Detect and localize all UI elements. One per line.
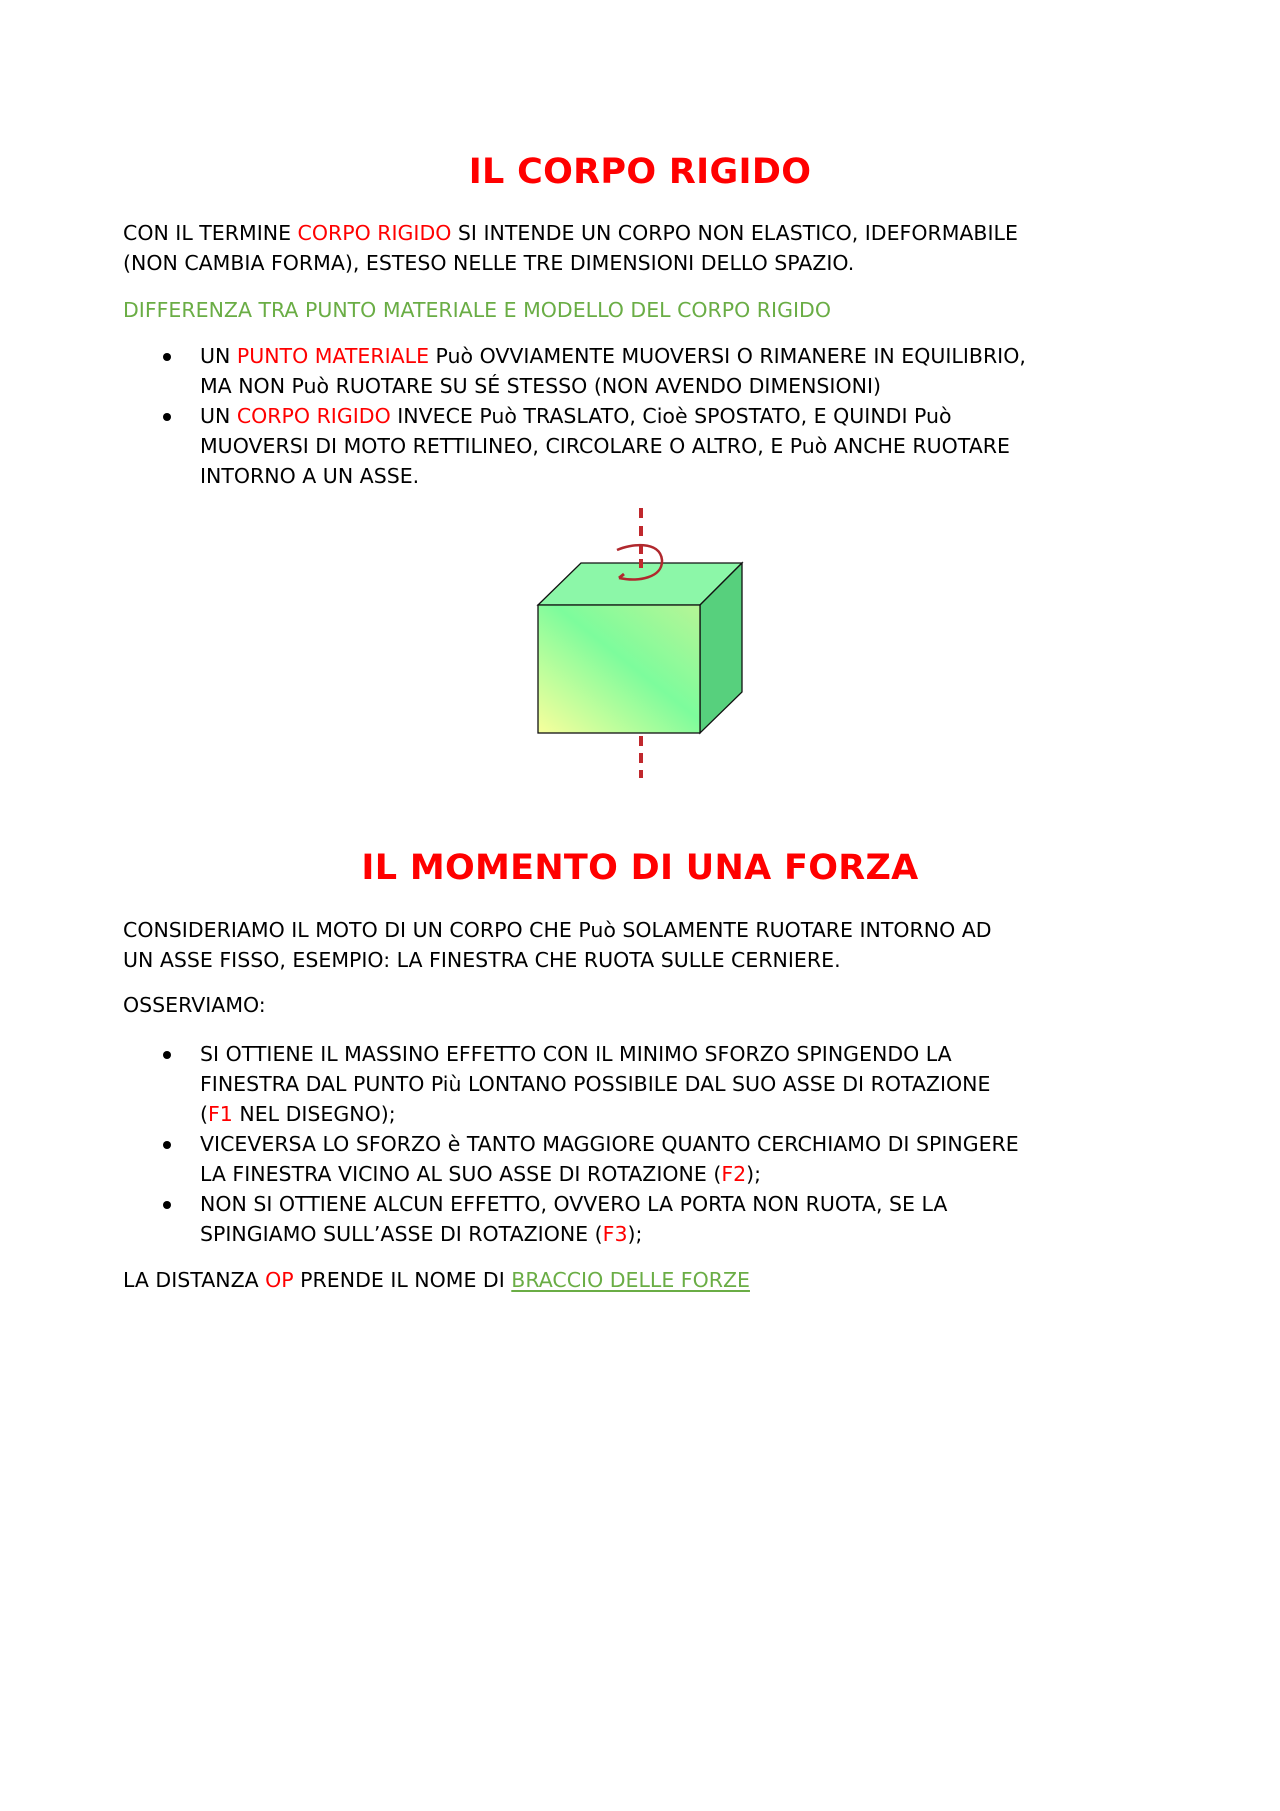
- list-text: UN: [200, 404, 237, 428]
- bullet-icon: [163, 1201, 171, 1209]
- bullet-icon: [163, 413, 171, 421]
- list-text: INTORNO A UN ASSE.: [200, 464, 420, 488]
- list-text: LA FINESTRA VICINO AL SUO ASSE DI ROTAZIONE (: [200, 1162, 722, 1186]
- list-text: VICEVERSA LO SFORZO è TANTO MAGGIORE QUANTO CERCHIAMO DI SPINGERE: [200, 1132, 1019, 1156]
- observe-label: OSSERVIAMO:: [123, 993, 266, 1017]
- section-title-momento-forza: IL MOMENTO DI UNA FORZA: [361, 848, 919, 888]
- list-text: INVECE Può TRASLATO, Cioè SPOSTATO, E QUINDI Può: [390, 404, 952, 428]
- bullet-icon: [163, 353, 171, 361]
- section-title-corpo-rigido: IL CORPO RIGIDO: [468, 152, 812, 192]
- list-text: );: [746, 1162, 762, 1186]
- list-text: );: [627, 1222, 643, 1246]
- bullet-icon: [163, 1141, 171, 1149]
- conclusion-paragraph: [123, 1265, 1183, 1295]
- rigid-body-cube-figure: [520, 500, 770, 790]
- bullet-icon: [163, 1051, 171, 1059]
- intro-text: SI INTENDE UN CORPO NON ELASTICO, IDEFORMABILE: [451, 221, 1018, 245]
- intro-text: CONSIDERIAMO IL MOTO DI UN CORPO CHE Può SOLAMENTE RUOTARE INTORNO AD: [123, 918, 992, 942]
- conclusion-text: LA DISTANZA: [123, 1268, 266, 1292]
- observations-list: [0, 1039, 1019, 1249]
- list-text: MA NON Può RUOTARE SU SÉ STESSO (NON AVENDO DIMENSIONI): [200, 374, 881, 398]
- list-text: Può OVVIAMENTE MUOVERSI O RIMANERE IN EQUILIBRIO,: [429, 344, 1026, 368]
- list-item: [0, 341, 1026, 371]
- list-item: [0, 401, 1026, 431]
- list-text: SI OTTIENE IL MASSINO EFFETTO CON IL MINIMO SFORZO SPINGENDO LA: [200, 1042, 952, 1066]
- intro-paragraph: [123, 218, 1183, 278]
- term-highlight: CORPO RIGIDO: [297, 221, 452, 245]
- subheading-difference: DIFFERENZA TRA PUNTO MATERIALE E MODELLO DEL CORPO RIGIDO: [123, 298, 831, 322]
- conclusion-text: PRENDE IL NOME DI: [293, 1268, 512, 1292]
- list-item-continuation: [0, 1069, 1019, 1099]
- difference-list: [0, 341, 1026, 491]
- intro-text: (NON CAMBIA FORMA), ESTESO NELLE TRE DIMENSIONI DELLO SPAZIO.: [123, 251, 855, 275]
- list-text: MUOVERSI DI MOTO RETTILINEO, CIRCOLARE O ALTRO, E Può ANCHE RUOTARE: [200, 434, 1010, 458]
- distance-label-op: OP: [265, 1268, 294, 1292]
- momento-intro-paragraph: [123, 915, 1183, 975]
- force-label-f2: F2: [721, 1162, 747, 1186]
- braccio-delle-forze-link[interactable]: BRACCIO DELLE FORZE: [511, 1268, 750, 1292]
- list-item-continuation: [0, 1159, 1019, 1189]
- list-item: [0, 1189, 1019, 1219]
- list-text: NON SI OTTIENE ALCUN EFFETTO, OVVERO LA PORTA NON RUOTA, SE LA: [200, 1192, 948, 1216]
- intro-text: CON IL TERMINE: [123, 221, 298, 245]
- force-label-f3: F3: [602, 1222, 628, 1246]
- list-text: (: [200, 1102, 208, 1126]
- list-item-continuation: [0, 461, 1026, 491]
- list-text: FINESTRA DAL PUNTO Più LONTANO POSSIBILE DAL SUO ASSE DI ROTAZIONE: [200, 1072, 991, 1096]
- cube-illustration-icon: [520, 500, 770, 790]
- force-label-f1: F1: [208, 1102, 233, 1126]
- intro-text: UN ASSE FISSO, ESEMPIO: LA FINESTRA CHE RUOTA SULLE CERNIERE.: [123, 948, 841, 972]
- list-item-continuation: [0, 1099, 1019, 1129]
- list-item-continuation: [0, 431, 1026, 461]
- list-item-continuation: [0, 371, 1026, 401]
- list-text: SPINGIAMO SULL’ASSE DI ROTAZIONE (: [200, 1222, 603, 1246]
- list-item-continuation: [0, 1219, 1019, 1249]
- list-text: UN: [200, 344, 237, 368]
- list-item: [0, 1129, 1019, 1159]
- list-text: NEL DISEGNO);: [232, 1102, 396, 1126]
- term-highlight: PUNTO MATERIALE: [236, 344, 430, 368]
- cube-front-face: [538, 605, 700, 733]
- list-item: [0, 1039, 1019, 1069]
- term-highlight: CORPO RIGIDO: [236, 404, 391, 428]
